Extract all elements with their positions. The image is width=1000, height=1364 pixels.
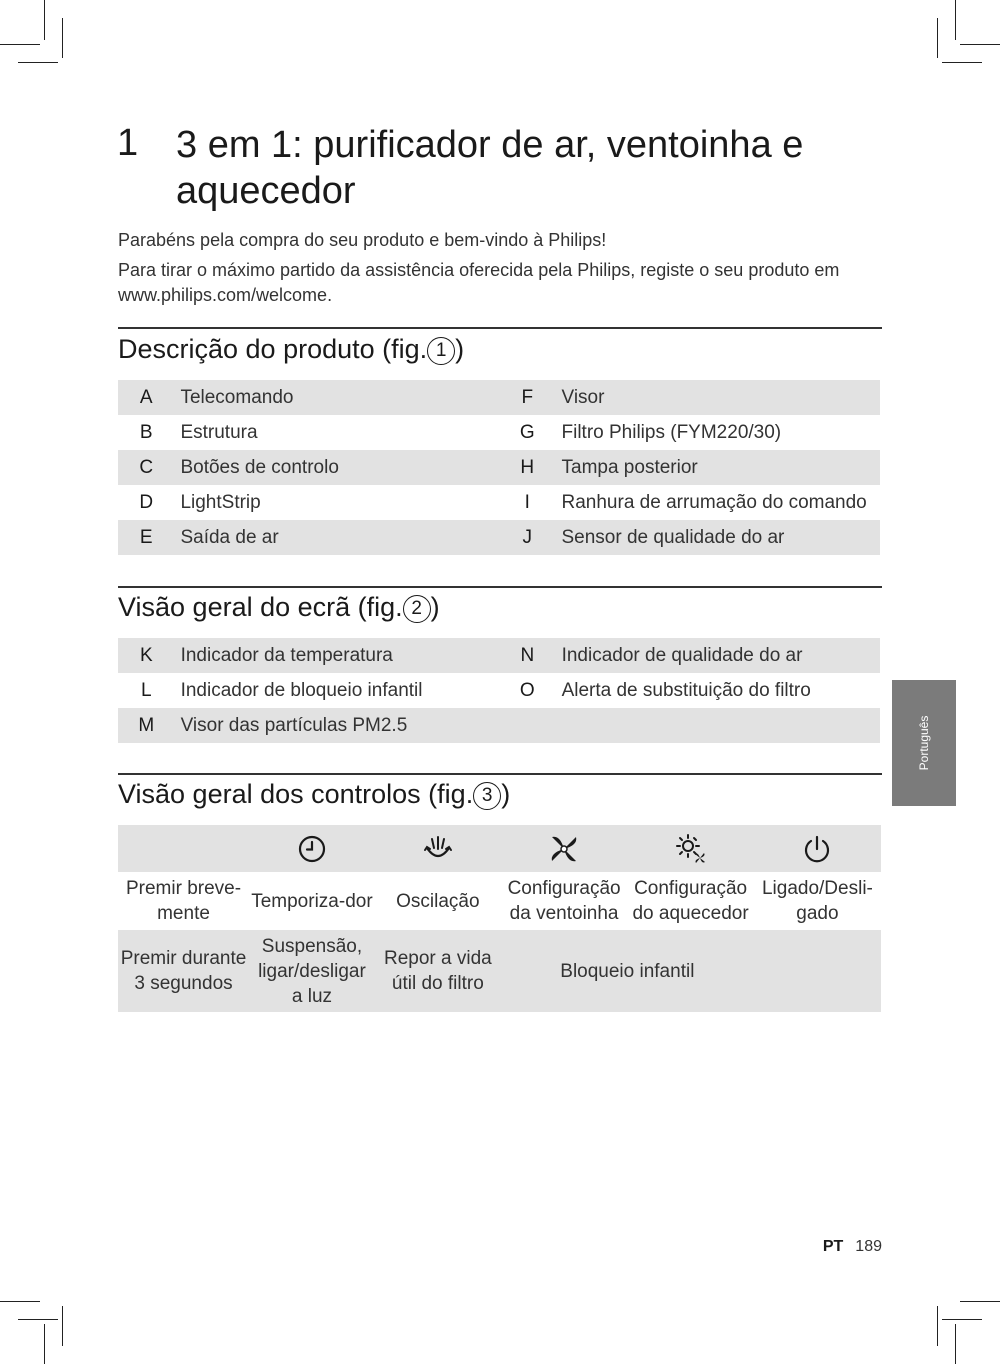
- fig-number-badge: 3: [473, 782, 501, 810]
- table-row: [118, 825, 881, 872]
- timer-icon: [249, 825, 375, 872]
- section-rule: [118, 773, 882, 775]
- power-icon: [754, 825, 881, 872]
- display-parts-table: [118, 638, 880, 743]
- table-row: [118, 930, 881, 1012]
- power-long-function: [754, 930, 881, 1012]
- display-overview-title: Visão geral do ecrã (fig. 2 ): [118, 592, 440, 622]
- crop-mark: [942, 1319, 982, 1320]
- crop-mark: [44, 0, 45, 40]
- timer-long-function: Suspensão, ligar/desligar a luz: [249, 930, 375, 1012]
- section-rule: [118, 327, 882, 329]
- crop-mark: [937, 1306, 938, 1346]
- crop-mark: [18, 62, 58, 63]
- oscillation-icon: [375, 825, 501, 872]
- crop-mark: [937, 18, 938, 58]
- crop-mark: [62, 1306, 63, 1346]
- power-function: Ligado/Desli-gado: [761, 878, 873, 924]
- fig-number-badge: 2: [403, 595, 431, 623]
- table-row: E Saída de ar J Sensor de qualidade do ar: [118, 520, 880, 555]
- crop-mark: [960, 44, 1000, 45]
- crop-mark: [955, 0, 956, 40]
- intro-paragraph-1: Parabéns pela compra do seu produto e bem-vindo à Philips!: [118, 230, 607, 250]
- heater-function: Configuração do aquecedor: [632, 878, 749, 924]
- product-description-title: Descrição do produto (fig. 1 ): [118, 334, 465, 364]
- oscillation-function: Oscilação: [396, 890, 480, 912]
- timer-function: Temporiza-dor: [251, 890, 373, 912]
- crop-mark: [44, 1324, 45, 1364]
- crop-mark: [942, 62, 982, 63]
- table-row: C Botões de controlo H Tampa posterior: [118, 450, 880, 485]
- short-press-label: Premir breve-mente: [125, 878, 242, 924]
- crop-mark: [0, 1301, 40, 1302]
- heater-icon: [627, 825, 754, 872]
- chapter-number: 1: [117, 122, 139, 164]
- table-row: K Indicador da temperatura N Indicador de qualidade do ar: [118, 638, 880, 673]
- crop-mark: [955, 1324, 956, 1364]
- page-footer: [823, 1238, 882, 1256]
- crop-mark: [960, 1301, 1000, 1302]
- fan-icon: [501, 825, 628, 872]
- controls-overview-title: Visão geral dos controlos (fig. 3 ): [118, 779, 511, 809]
- chapter-title: 3 em 1: purificador de ar, ventoinha e aquecedor: [176, 124, 804, 212]
- table-row: B Estrutura G Filtro Philips (FYM220/30): [139, 421, 782, 443]
- table-row: L Indicador de bloqueio infantil O Alerta de substituição do filtro: [141, 679, 811, 701]
- table-row: M Visor das partículas PM2.5: [118, 708, 880, 743]
- section-rule: [118, 586, 882, 588]
- table-row: [118, 872, 881, 930]
- fan-function: Configuração da ventoinha: [507, 878, 621, 924]
- page-number: 189: [855, 1238, 882, 1255]
- table-row: A Telecomando F Visor: [118, 380, 880, 415]
- fig-number-badge: 1: [427, 337, 455, 365]
- crop-mark: [62, 18, 63, 58]
- table-row: D LightStrip I Ranhura de arrumação do comando: [139, 491, 867, 513]
- language-code: PT: [822, 1238, 844, 1255]
- intro-paragraph-2: Para tirar o máximo partido da assistência oferecida pela Philips, registe o seu produto em www.philips.com/welcome.: [118, 260, 840, 305]
- oscillation-long-function: Repor a vida útil do filtro: [375, 930, 501, 1012]
- fan-heater-long-function: Bloqueio infantil: [501, 930, 754, 1012]
- long-press-label: Premir durante 3 segundos: [118, 930, 249, 1012]
- language-tab: Português: [892, 680, 956, 806]
- crop-mark: [18, 1319, 58, 1320]
- product-parts-table: [118, 380, 880, 555]
- crop-mark: [0, 44, 40, 45]
- controls-table: [118, 825, 881, 1012]
